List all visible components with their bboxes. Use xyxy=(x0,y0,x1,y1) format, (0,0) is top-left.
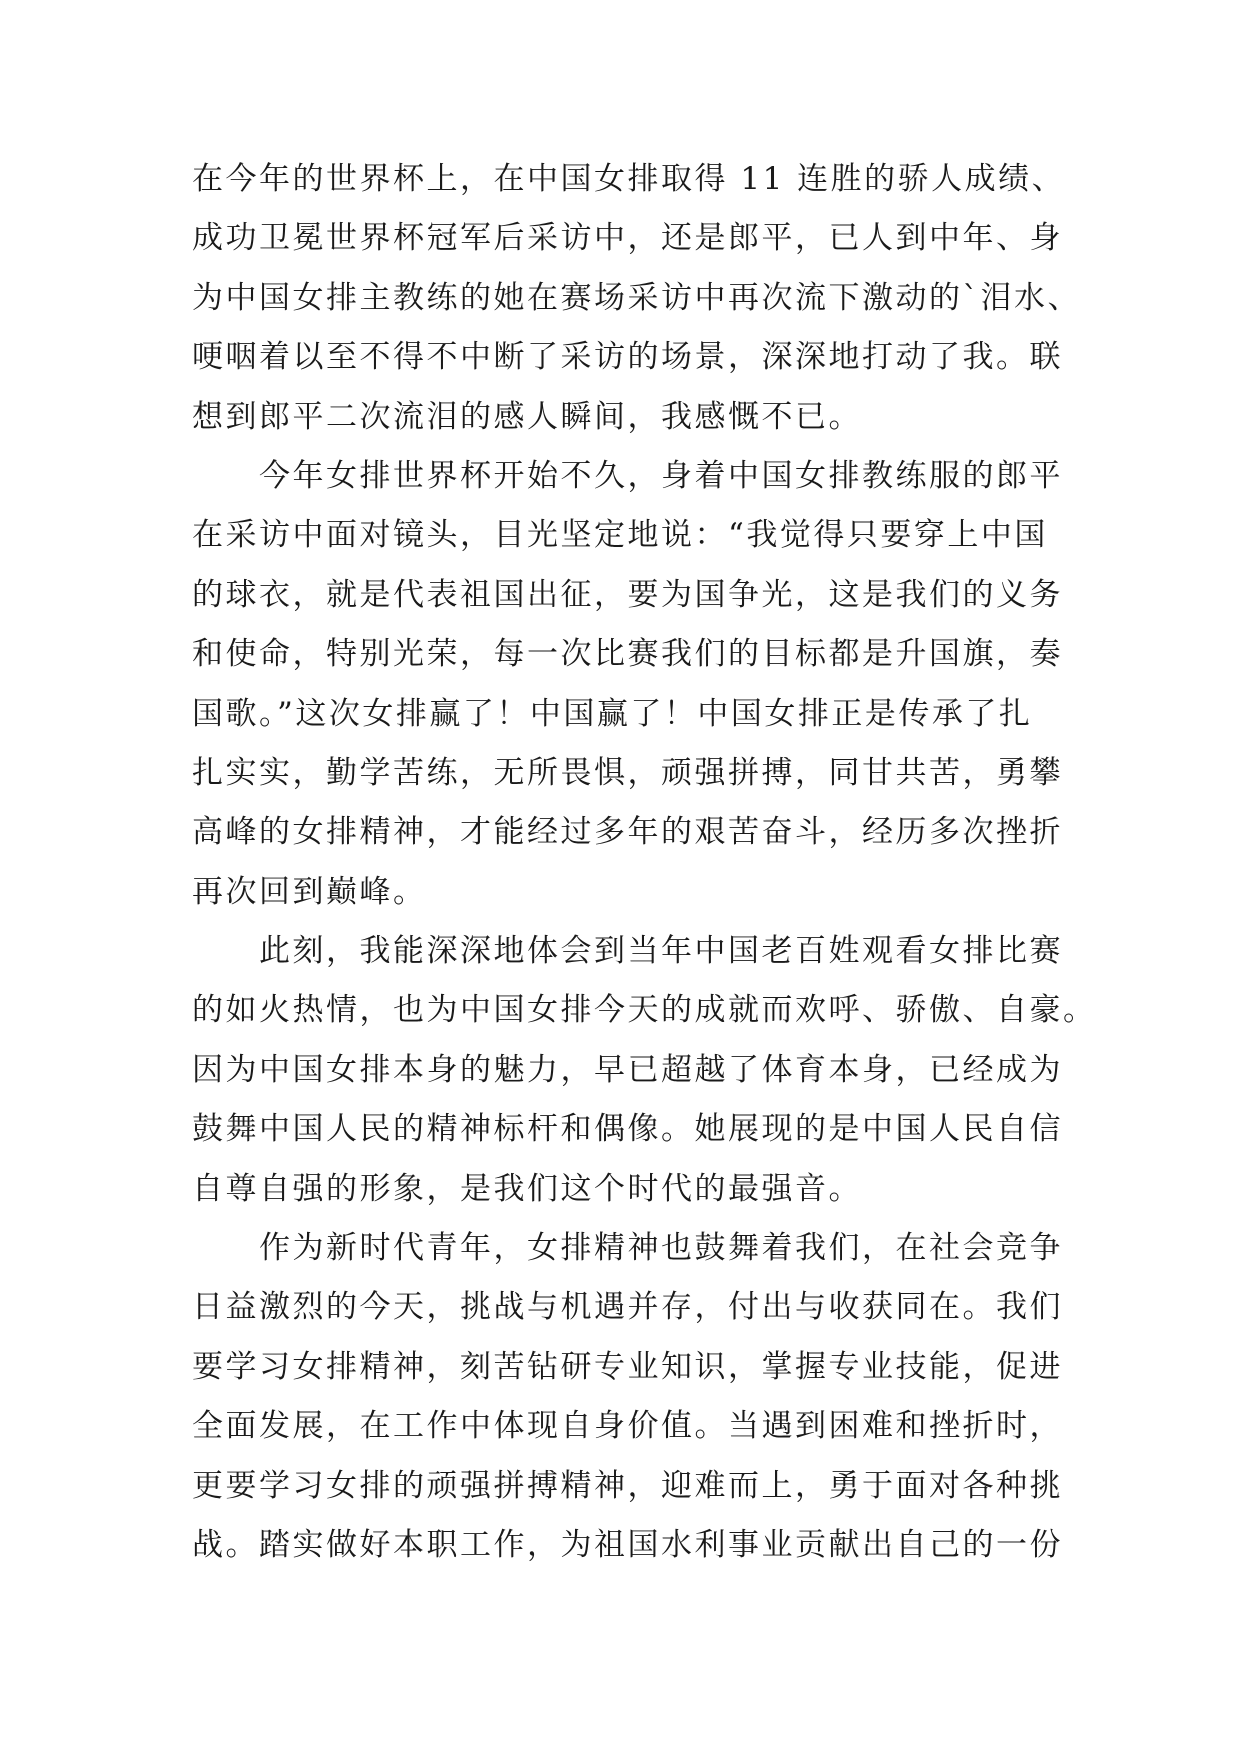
text-line: 要学习女排精神，刻苦钻研专业知识，掌握专业技能，促进 xyxy=(192,1348,1063,1385)
text-line: 扎实实，勤学苦练，无所畏惧，顽强拼搏，同甘共苦，勇攀 xyxy=(192,754,1063,791)
text-line: 成功卫冕世界杯冠军后采访中，还是郎平，已人到中年、身 xyxy=(192,220,1063,257)
text-line: 高峰的女排精神，才能经过多年的艰苦奋斗，经历多次挫折 xyxy=(192,814,1063,851)
text-line: 再次回到巅峰。 xyxy=(192,873,427,910)
text-line: 的如火热情，也为中国女排今天的成就而欢呼、骄傲、自豪。 xyxy=(192,992,1097,1029)
text-line: 国歌。”这次女排赢了！中国赢了！中国女排正是传承了扎 xyxy=(192,695,1033,732)
text-line: 战。踏实做好本职工作，为祖国水利事业贡献出自己的一份 xyxy=(192,1526,1063,1563)
body-text xyxy=(192,150,1097,1575)
text-line: 哽咽着以至不得不中断了采访的场景，深深地打动了我。联 xyxy=(192,339,1063,376)
text-line: 鼓舞中国人民的精神标杆和偶像。她展现的是中国人民自信 xyxy=(192,1111,1063,1148)
text-line: 更要学习女排的顽强拼搏精神，迎难而上，勇于面对各种挑 xyxy=(192,1467,1063,1504)
text-line: 因为中国女排本身的魅力，早已超越了体育本身，已经成为 xyxy=(192,1051,1063,1088)
text-line: 想到郎平二次流泪的感人瞬间，我感慨不已。 xyxy=(192,398,862,435)
text-line: 作为新时代青年，女排精神也鼓舞着我们，在社会竞争 xyxy=(192,1230,1063,1267)
text-line: 日益激烈的今天，挑战与机遇并存，付出与收获同在。我们 xyxy=(192,1289,1063,1326)
text-line: 在采访中面对镜头，目光坚定地说：“我觉得只要穿上中国 xyxy=(192,517,1048,554)
text-line: 和使命，特别光荣，每一次比赛我们的目标都是升国旗，奏 xyxy=(192,636,1063,673)
text-line: 的球衣，就是代表祖国出征，要为国争光，这是我们的义务 xyxy=(192,576,1063,613)
text-line: 全面发展，在工作中体现自身价值。当遇到困难和挫折时， xyxy=(192,1408,1063,1445)
text-line: 自尊自强的形象，是我们这个时代的最强音。 xyxy=(192,1170,862,1207)
text-line: 为中国女排主教练的她在赛场采访中再次流下激动的`泪水、 xyxy=(192,279,1081,316)
text-line: 此刻，我能深深地体会到当年中国老百姓观看女排比赛 xyxy=(192,933,1063,970)
text-line: 今年女排世界杯开始不久，身着中国女排教练服的郎平 xyxy=(192,457,1063,494)
text-line: 在今年的世界杯上，在中国女排取得 11 连胜的骄人成绩、 xyxy=(192,161,1066,197)
